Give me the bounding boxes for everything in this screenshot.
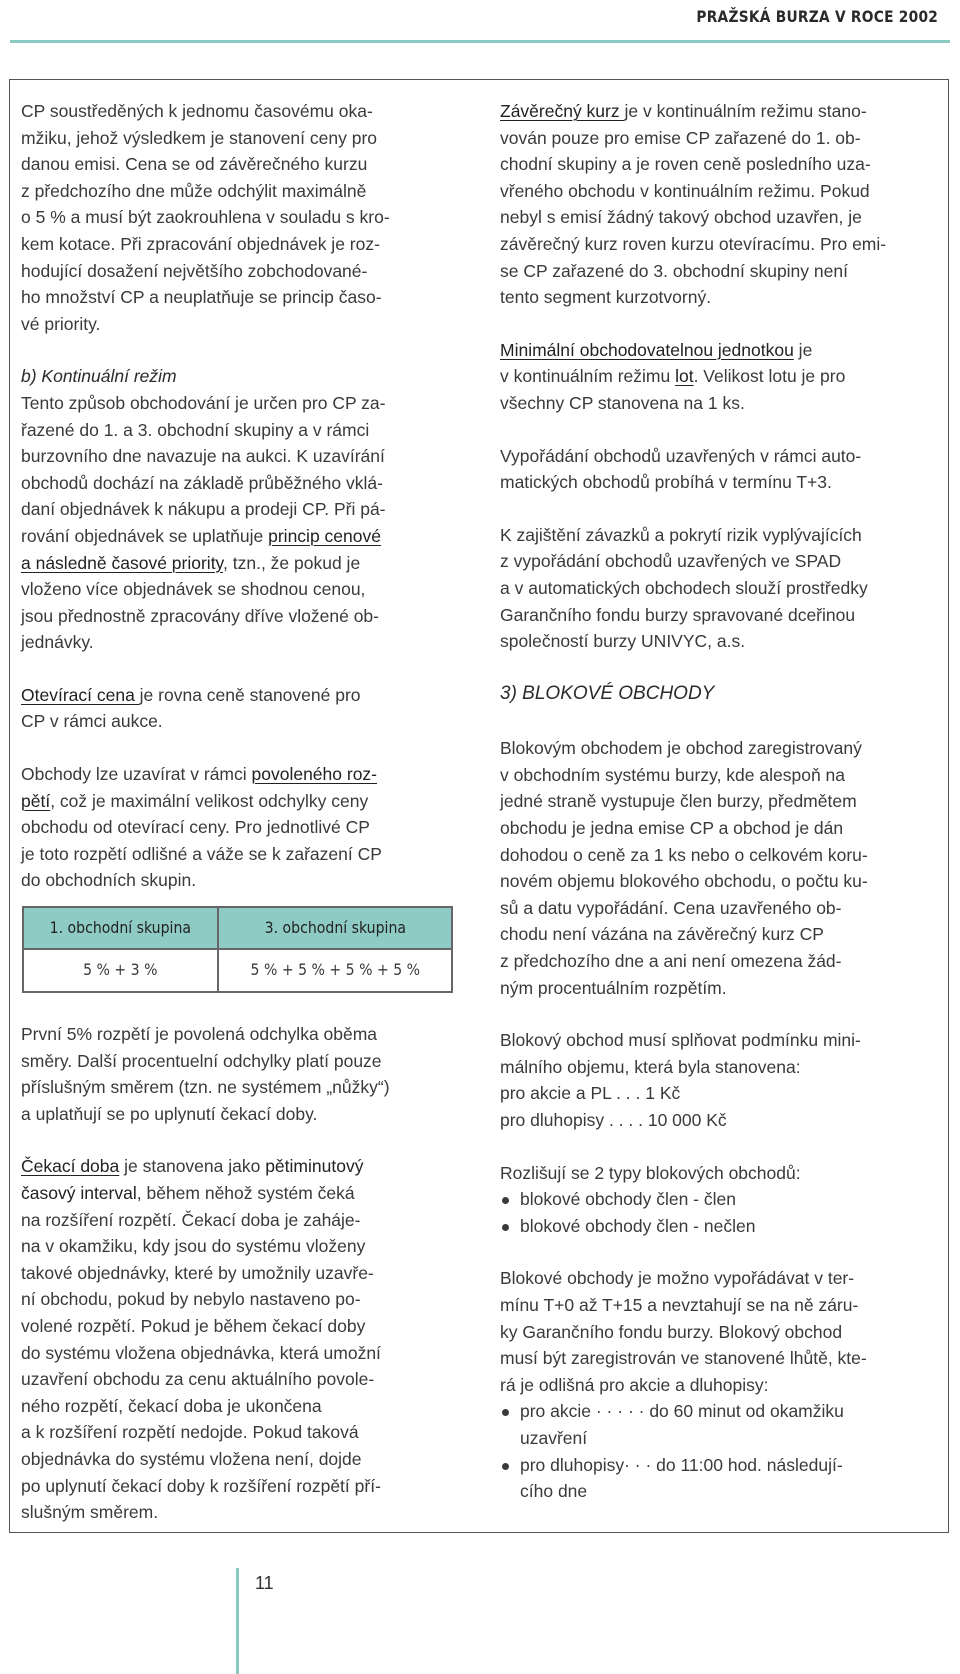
paragraph-closing-price: Závěrečný kurz je v kontinuálním režimu stano- vován pouze pro emise CP zařazené do 1. ob- chodní skupiny a je roven ceně posledního uza- vřeného obchodu v kontinuálním režimu. Pokud nebyl s emisí žádný takový obchod uzavřen, je závěrečný kurz roven kurzu otevíracímu. Pro emi- se CP zařazené do 3. obchodní skupiny není tento segment kurzotvorný.: [500, 101, 887, 308]
term-min-unit: Minimální obchodovatelnou jednotkou: [500, 339, 794, 360]
left-column: [21, 98, 469, 1526]
header-rule: [10, 40, 950, 43]
paragraph-auction: CP soustředěných k jednomu časovému oka- mžiku, jehož výsledkem je stanovení ceny pro danou emisi. Cena se od závěrečného kurzu z předchozího dne může odchýlit maximálně o 5 % a musí být zaokrouhlena v souladu s kro- kem kotace. Při zpracování objednávek je roz- hodující dosažení největšího zobchodované- ho množství CP a neuplatňuje se princip časo- vé priority.: [21, 101, 390, 334]
term-price-priority: princip cenové: [268, 525, 381, 546]
paragraph-min-volume: Blokový obchod musí splňovat podmínku mini- málního objemu, která byla stanovena: pro akcie a PL . . . 1 Kč pro dluhopisy . . . . 10 000 Kč: [500, 1030, 861, 1130]
paragraph-min-unit: Minimální obchodovatelnou jednotkou je v kontinuálním režimu lot. Velikost lotu je pro všechny CP stanovena na 1 ks.: [500, 339, 846, 413]
term-allowed-range: povoleného roz-: [251, 764, 377, 785]
paragraph-block-types: Rozlišují se 2 typy blokových obchodů:: [500, 1162, 801, 1183]
paragraph-waiting-time: Čekací doba je stanovena jako pětiminutový časový interval, během něhož systém čeká na rozšíření rozpětí. Čekací doba je zaháje- na v okamžiku, kdy jsou do systému vloženy takové objednávky, které by umožnily uzavře- ní obchodu, pokud by nebylo nastaveno po- volené rozpětí. Pokud je během čekací doby do systému vložena objednávka, která umožní uzavření obchodu za cenu aktuálního povole- ného rozpětí, čekací doba je ukončena a k rozšíření rozpětí nedojde. Pokud taková objednávka do systému vložena není, dojde po uplynutí čekací doby k rozšíření rozpětí pří- slušným směrem.: [21, 1156, 381, 1523]
term-time-priority: a následně časové priority: [21, 552, 224, 573]
list-item: blokové obchody člen - člen: [500, 1186, 940, 1213]
paragraph-settlement: Vypořádání obchodů uzavřených v rámci auto- matických obchodů probíhá v termínu T+3.: [500, 445, 862, 493]
paragraph-continuous-mode: Tento způsob obchodování je určen pro CP za- řazené do 1. a 3. obchodní skupiny a v rámci burzovního dne navazuje na aukci. K uzavírání obchodů dochází na základě průběžného vklá- daní objednávek k nákupu a prodeji CP. Při pá- rování objednávek se uplatňuje princip cenové a následně časové priority, tzn., že pokud je vloženo více objednávek se shodnou cenou, jsou přednostně zpracovány dříve vložené ob- jednávky.: [21, 392, 386, 653]
header-title: PRAŽSKÁ BURZA V ROCE 2002: [696, 7, 938, 26]
paragraph-allowed-range: Obchody lze uzavírat v rámci povoleného roz- pětí, což je maximální velikost odchylky ceny obchodu od otevírací ceny. Pro jednotlivé CP je toto rozpětí odlišné a váže se k zařazení CP do obchodních skupin.: [21, 764, 382, 891]
footer-rule: [236, 1568, 239, 1674]
range-table-header: 1. obchodní skupina: [23, 907, 218, 949]
range-table-cell: 5 % + 3 %: [23, 949, 218, 992]
heading-block-trades: 3) BLOKOVÉ OBCHODY: [500, 682, 715, 704]
registration-deadline-list: [500, 1398, 940, 1504]
paragraph-block-settlement: Blokové obchody je možno vypořádávat v ter- mínu T+0 až T+15 a nevztahují se na ně záru- ky Garančního fondu burzy. Blokový obchod musí být zaregistrován ve stanovené lhůtě, kte- rá je odlišná pro akcie a dluhopisy:: [500, 1268, 867, 1395]
term-waiting-time: Čekací doba: [21, 1156, 120, 1177]
paragraph-guarantee-fund: K zajištění závazků a pokrytí rizik vyplývajících z vypořádání obchodů uzavřených ve SPAD a v automatických obchodech slouží prostředky Garančního fondu burzy spravované dceřinou společností burzy UNIVYC, a.s.: [500, 524, 868, 652]
term-opening-price: Otevírací cena: [21, 684, 140, 705]
content-frame: [9, 79, 949, 1533]
range-table-header: 3. obchodní skupina: [218, 907, 452, 949]
list-item: pro akcie · · · · · do 60 minut od okamžiku uzavření: [500, 1398, 940, 1451]
paragraph-range-explanation: První 5% rozpětí je povolená odchylka oběma směry. Další procentuelní odchylky platí pouze příslušným směrem (tzn. ne systémem „nůžky“) a uplatňují se po uplynutí čekací doby.: [21, 1024, 390, 1124]
paragraph-block-trade-definition: Blokovým obchodem je obchod zaregistrovaný v obchodním systému burzy, kde alespoň na jedné straně vystupuje člen burzy, předmětem obchodu je jedna emise CP a obchod je dán dohodou o ceně za 1 ks nebo o celkovém koru- novém objemu blokového obchodu, o počtu ku- sů a datu vypořádání. Cena uzavřeného ob- chodu není vázána na závěrečný kurz CP z předchozího dne a ani není omezena žád- ným procentuálním rozpětím.: [500, 738, 868, 998]
page-number: 11: [255, 1573, 274, 1593]
range-table: [22, 906, 453, 993]
list-item: pro dluhopisy· · · do 11:00 hod. následují- cího dne: [500, 1452, 940, 1505]
list-item: blokové obchody člen - nečlen: [500, 1213, 940, 1240]
heading-continuous-mode: b) Kontinuální režim: [21, 366, 177, 387]
right-column: [500, 98, 940, 1505]
block-types-list: [500, 1186, 940, 1239]
paragraph-opening-price: Otevírací cena je rovna ceně stanovené pro CP v rámci aukce.: [21, 684, 361, 732]
term-closing-price: Závěrečný kurz: [500, 101, 625, 121]
range-table-cell: 5 % + 5 % + 5 % + 5 %: [218, 949, 452, 992]
term-lot: lot: [675, 366, 694, 387]
